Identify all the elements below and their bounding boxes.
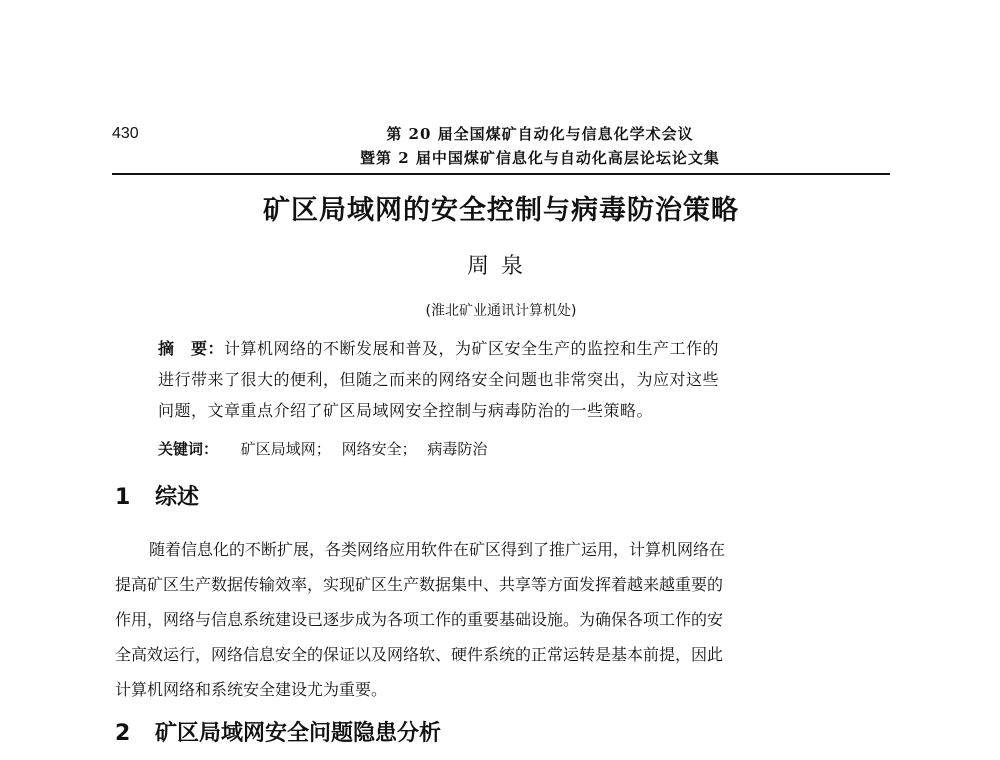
proceedings-title-line-2: 暨第 2 届中国煤矿信息化与自动化高层论坛论文集 (360, 149, 720, 167)
author-name: 周泉 (466, 254, 535, 279)
section-1-heading (115, 480, 199, 511)
abstract-label: 摘 要： (158, 339, 225, 358)
body-line: 作用，网络与信息系统建设已逐步成为各项工作的重要基础设施。为确保各项工作的安 (115, 610, 724, 629)
section-1-body (115, 532, 890, 707)
keyword-item: 网络安全； (341, 440, 417, 458)
abstract-line-1 (158, 333, 848, 364)
section-number: 2 (115, 721, 131, 746)
body-line: 随着信息化的不断扩展，各类网络应用软件在矿区得到了推广运用，计算机网络在 (149, 540, 726, 559)
keyword-item: 病毒防治 (427, 440, 488, 458)
page-number: 430 (112, 125, 139, 142)
body-line: 提高矿区生产数据传输效率，实现矿区生产数据集中、共享等方面发挥着越来越重要的 (115, 575, 724, 594)
keyword-item: 矿区局域网； (240, 440, 331, 458)
author-affiliation: (淮北矿业通讯计算机处) (425, 303, 577, 319)
section-2-heading (115, 716, 441, 747)
section-title: 矿区局域网安全问题隐患分析 (155, 721, 442, 746)
abstract-line-3: 问题，文章重点介绍了矿区局域网安全控制与病毒防治的一些策略。 (158, 401, 654, 420)
paper-title: 矿区局域网的安全控制与病毒防治策略 (263, 195, 739, 226)
section-number: 1 (115, 485, 131, 510)
keywords-block (158, 438, 493, 459)
abstract-block (158, 333, 848, 426)
abstract-text: 计算机网络的不断发展和普及，为矿区安全生产的监控和生产工作的 (224, 339, 720, 358)
proceedings-title-line-1: 第 20 届全国煤矿自动化与信息化学术会议 (386, 125, 694, 143)
keywords-label: 关键词： (158, 440, 219, 458)
header-rule (112, 173, 890, 175)
section-title: 综述 (155, 485, 200, 510)
abstract-line-2: 进行带来了很大的便利，但随之而来的网络安全问题也非常突出，为应对这些 (158, 370, 720, 389)
body-line: 计算机网络和系统安全建设尤为重要。 (115, 680, 388, 699)
body-line: 全高效运行，网络信息安全的保证以及网络软、硬件系统的正常运转是基本前提，因此 (115, 645, 724, 664)
